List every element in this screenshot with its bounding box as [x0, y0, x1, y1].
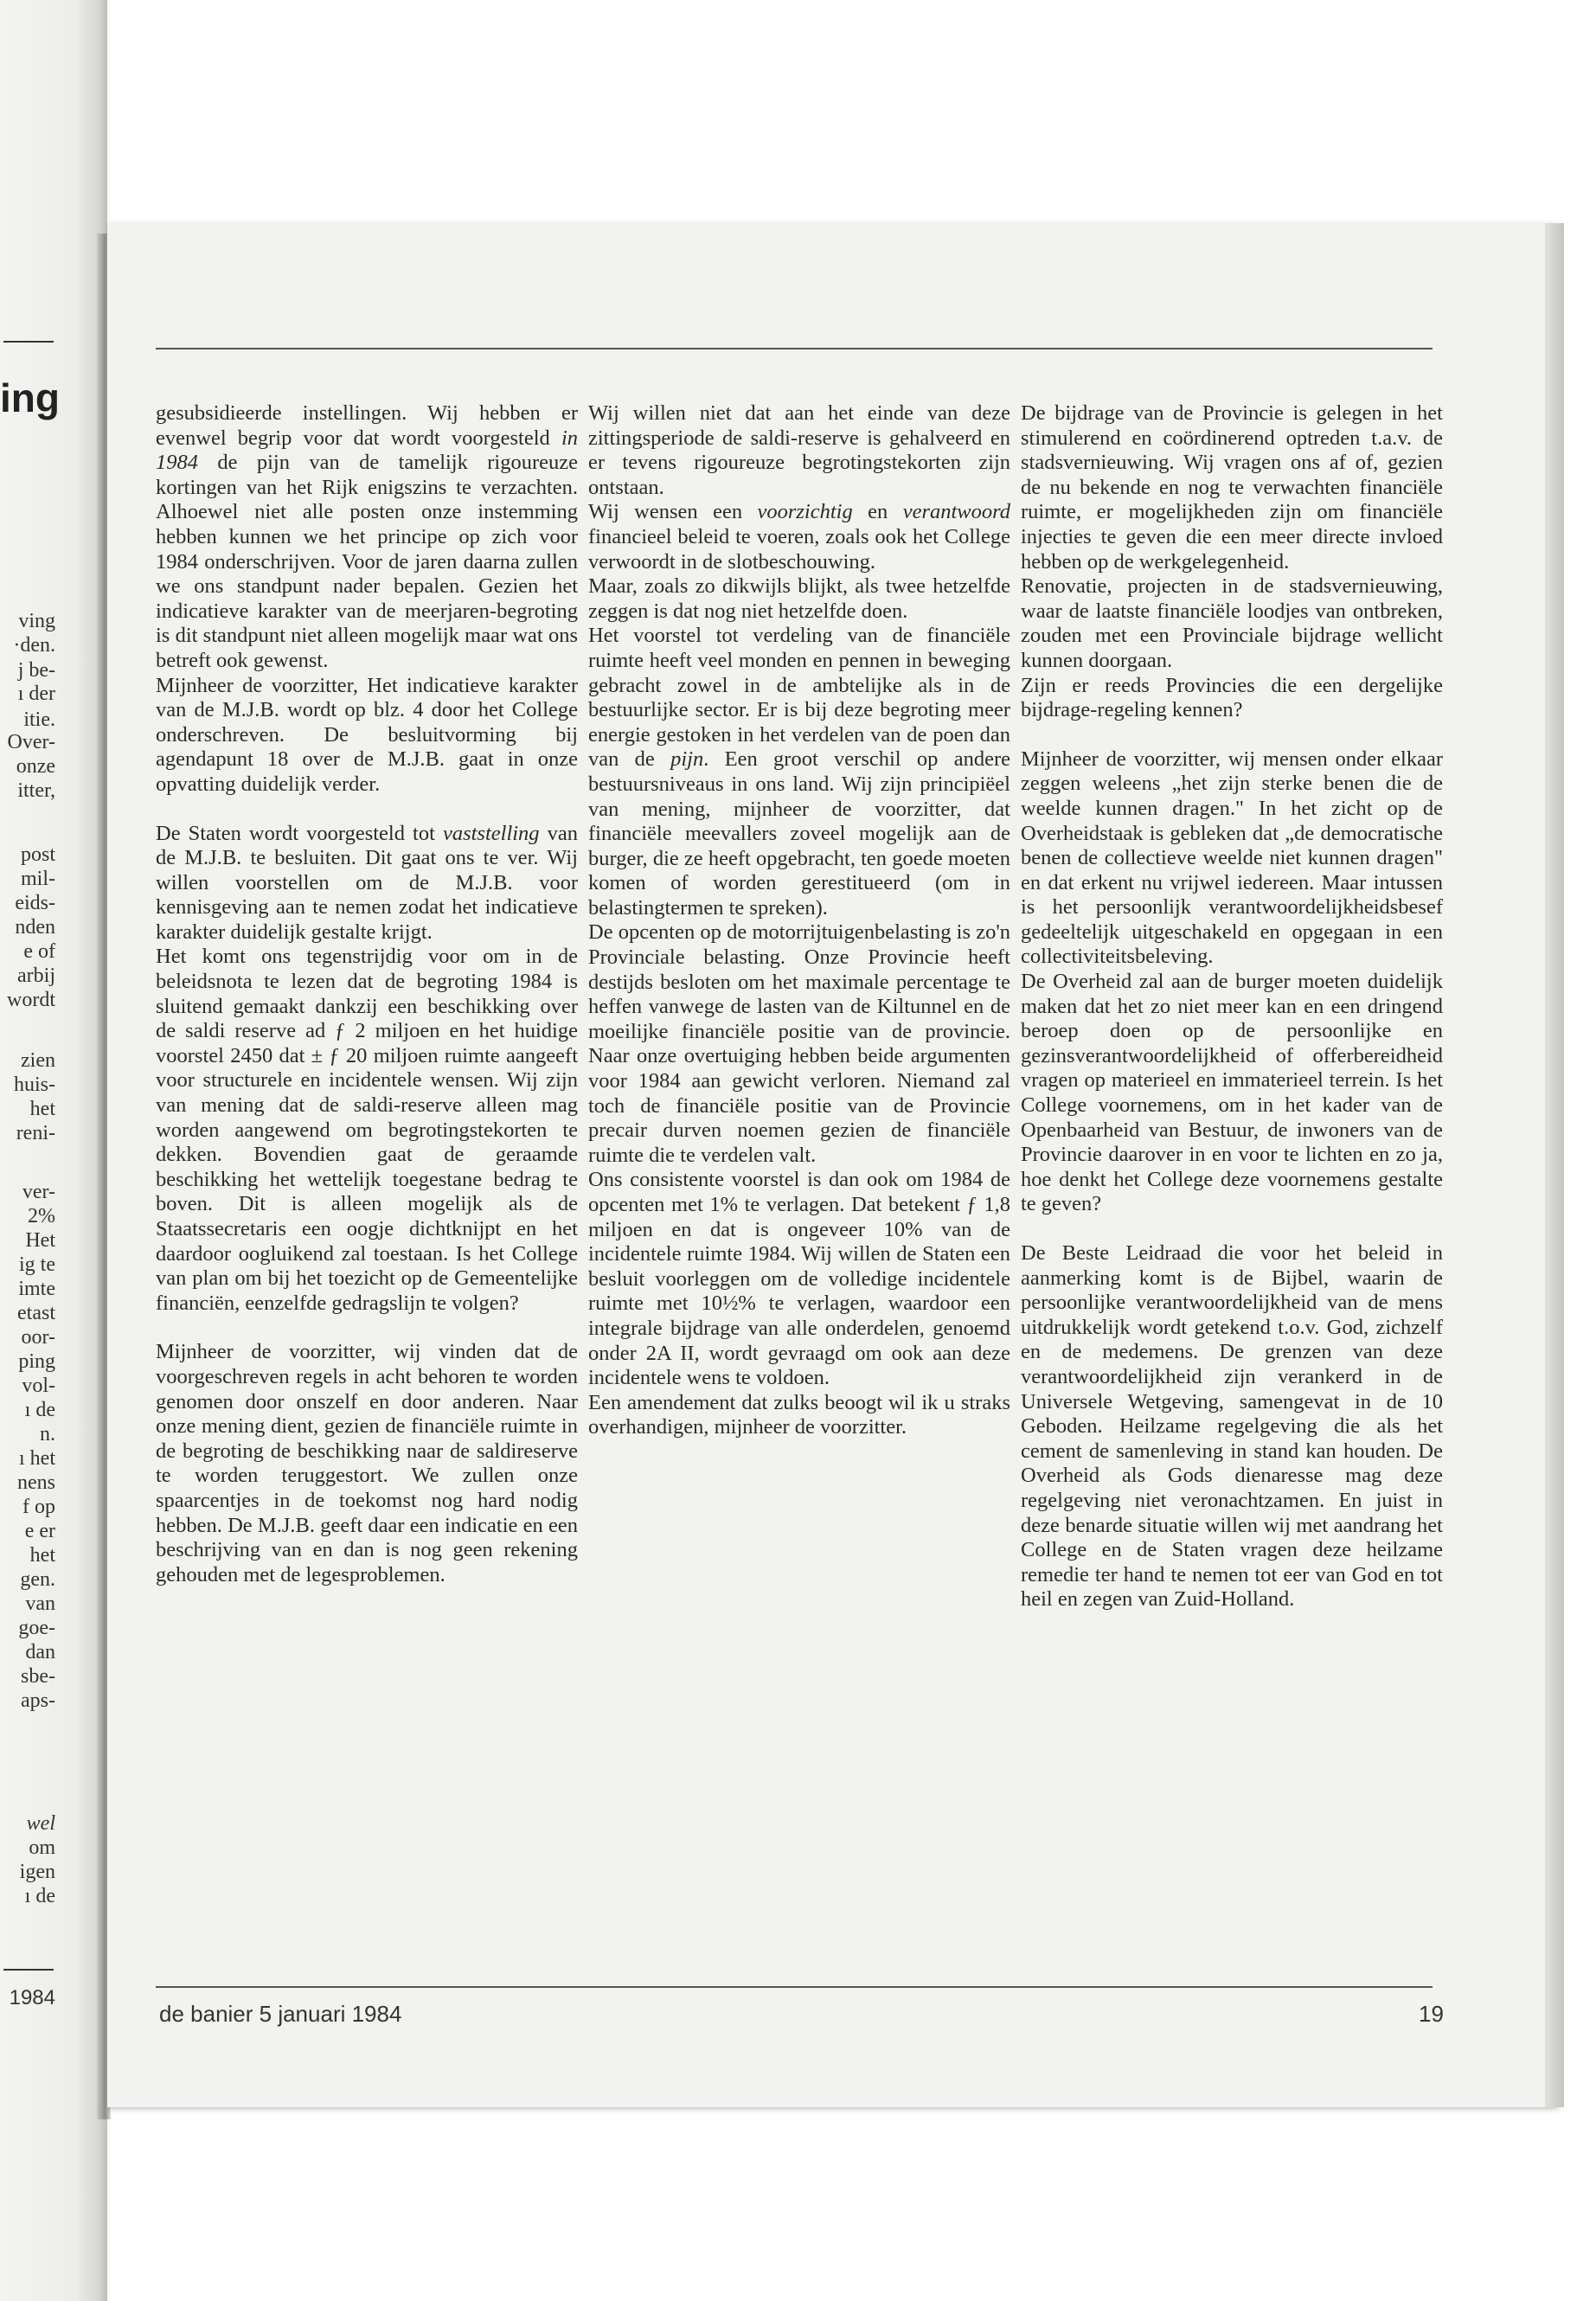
strip-fragment: f op [22, 1496, 55, 1518]
col2-paragraph-1: Wij willen niet dat aan het einde van deze zittingsperiode de saldi-reserve is gehalveerd en er tevens rigoureuze begrotingstekorten zijn ontstaan. [588, 401, 1010, 499]
strip-fragment: huis- [14, 1074, 55, 1096]
strip-top-rule [3, 341, 54, 343]
col1-p1-emph: in 1984 [156, 426, 578, 475]
strip-fragment: ı het [19, 1447, 55, 1470]
strip-fragment: mil- [21, 868, 55, 890]
col2-p2-emph-b: verantwoord [902, 500, 1011, 524]
strip-fragment: oor- [21, 1326, 55, 1349]
strip-fragment: j be- [17, 659, 55, 682]
col3-paragraph-1: De bijdrage van de Provincie is gelegen in het stimulerend en coördinerend optreden t.a.v. de stadsvernieuwing. Wij vragen ons af of, gezien de nu bekende en nog te verwachten financiële ruimte, er mogelijkheden zijn om financiële injecties te geven die een meer directe invloed hebben op de werkgelegenheid. [1021, 401, 1443, 574]
strip-heading: ing [0, 375, 60, 420]
col1-p1-text: gesubsidieerde instellingen. Wij hebben er evenwel begrip voor dat wordt voorgesteld [156, 401, 578, 450]
col2-p2-emph: voorzichtig [757, 500, 853, 524]
strip-fragment: Over- [7, 731, 55, 753]
col1-paragraph-3 [156, 822, 578, 945]
strip-fragment: ı de [24, 1399, 55, 1421]
col2-paragraph-5: De opcenten op de motorrijtuigenbelasting is zo'n Provinciale belasting. Onze Provincie heeft destijds besloten om het maximale percentage te heffen vanwege de lasten van de Kiltunnel en de moeilijke financiële positie van de provincie. Naar onze overtuiging hebben beide argumenten voor 1984 aan gewicht verloren. Niemand zal toch de financiële positie van de Provincie precair durven noemen gezien de financiële ruimte die te verdelen valt. [588, 920, 1010, 1167]
strip-fragment: eids- [15, 892, 55, 914]
strip-fragment: wel [26, 1812, 55, 1835]
strip-fragment: ving [18, 610, 55, 632]
strip-fragment: arbij [17, 965, 55, 987]
column-3 [1021, 401, 1443, 1612]
col2-p4-text: Het voorstel tot verdeling van de financiële ruimte heeft veel monden en pennen in beweging gebracht zowel in de ambtelijke als in de bestuurlijke sector. Er is bij deze begroting meer energie gestoken in het verdelen van de poen dan van de [588, 624, 1010, 772]
strip-fragment: e er [24, 1520, 55, 1542]
col1-paragraph-4: Het komt ons tegenstrijdig voor om in de beleidsnota te lezen dat de begroting 1984 is sluitend gemaakt dankzij een beschikking over de saldi reserve ad ƒ 2 miljoen en het huidige voorstel 2450 dat ± ƒ 20 miljoen ruimte aangeeft voor structurele en incidentele wensen. Wij zijn van mening dat de saldi-reserve alleen mag worden aangewend om begrotingstekorten te dekken. Bovendien gaat de geraamde beschikking het wettelijk toegestane bedrag te boven. Dit is alleen mogelijk als de Staatssecretaris een oogje dichtknijpt en het daardoor oogluikend zal toestaan. Is het College van plan om bij het toezicht op de Gemeentelijke financiën, eenzelfde gedragslijn te volgen? [156, 945, 578, 1315]
col1-p3-emph: vaststelling [442, 821, 540, 845]
strip-fragment: zien [21, 1049, 55, 1072]
strip-fragment: igen [19, 1861, 55, 1883]
strip-fragment: van [25, 1593, 55, 1615]
strip-fragment: om [29, 1836, 55, 1859]
col2-p2-text-c: financieel beleid te voeren, zoals ook het College verwoordt in de slotbeschouwing. [588, 524, 1010, 574]
col3-paragraph-2: Renovatie, projecten in de stadsvernieuwing, waar de laatste financiële loodjes van ontbreken, zouden met een Provinciale bijdrage wellicht kunnen doorgaan. [1021, 574, 1443, 672]
strip-bottom-rule [3, 1969, 54, 1971]
strip-fragment: sbe- [21, 1665, 55, 1688]
col2-paragraph-2 [588, 500, 1010, 574]
adjacent-page-fragment [0, 329, 87, 2024]
strip-fragment: nden [15, 916, 55, 939]
strip-fragment: ·den. [13, 634, 55, 657]
column-2 [588, 401, 1010, 1440]
strip-fragment: goe- [18, 1617, 55, 1639]
col2-paragraph-4 [588, 624, 1010, 920]
col3-paragraph-3: Zijn er reeds Provincies die een dergelijke bijdrage-regeling kennen? [1021, 673, 1443, 722]
page-number: 19 [1419, 2001, 1444, 2027]
strip-fragment: ı der [17, 683, 55, 705]
strip-fragment: dan [25, 1641, 55, 1663]
strip-fragment: imte [18, 1278, 55, 1300]
strip-fragment: vol- [22, 1375, 55, 1397]
strip-fragment: ı de [24, 1885, 55, 1907]
strip-fragment: e of [23, 940, 55, 963]
strip-fragment: nens [17, 1471, 55, 1494]
strip-fragment: ig te [19, 1253, 55, 1276]
strip-fragment: itie. [23, 708, 55, 731]
strip-fragment: aps- [21, 1689, 55, 1712]
strip-fragment: 2% [28, 1205, 55, 1227]
column-1 [156, 401, 578, 1587]
header-rule [156, 348, 1433, 349]
col2-p2-text: Wij wensen een [588, 500, 758, 524]
strip-fragment: het [29, 1544, 55, 1567]
strip-fragment: reni- [16, 1122, 55, 1144]
col3-paragraph-6: De Beste Leidraad die voor het beleid in aanmerking komt is de Bijbel, waarin de persoonlijke verantwoordelijkheid van de mens uitdrukkelijk wordt getekend t.o.v. God, zichzelf en de medemens. De grenzen van deze verantwoordelijkheid zijn verankerd in de Universele Wetgeving, samengevat in de 10 Geboden. Heilzame regelgeving die als het cement de samenleving in stand kan houden. De Overheid als Gods dienaresse mag deze regelgeving niet veronachtzamen. En juist in deze benarde situatie willen wij met aandrang het College en de Staten vragen deze heilzame remedie ter hand te nemen tot eer van God en tot heil en zegen van Zuid-Holland. [1021, 1241, 1443, 1612]
col2-p4-text-b: . Een groot verschil op andere bestuursniveaus in ons land. Wij zijn principiëel van mening, mijnheer de voorzitter, dat financiële meevallers zoveel mogelijk aan de burger, die ze heeft opgebracht, ten goede moeten komen of worden gerestitueerd (om in belastingtermen te spreken). [588, 747, 1010, 920]
col3-paragraph-5: De Overheid zal aan de burger moeten duidelijk maken dat het zo niet meer kan en een dringend beroep doen op de persoonlijke en gezinsverantwoordelijkheid of offerbereidheid vragen op materieel en immaterieel terrein. Is het College voornemens, om in het kader van de Openbaarheid van Bestuur, de inwoners van de Provincie daarover in en voor te lichten en zo ja, hoe denkt het College deze voornemens gestalte te geven? [1021, 970, 1443, 1216]
col2-p4-emph: pijn [670, 747, 704, 772]
col2-paragraph-3: Maar, zoals zo dikwijls blijkt, als twee hetzelfde zeggen is dat nog niet hetzelfde doen. [588, 574, 1010, 623]
page-edge [1545, 223, 1564, 2107]
strip-fragment: n. [40, 1423, 55, 1445]
strip-fragment: Het [25, 1229, 55, 1252]
strip-fragment: post [20, 843, 55, 866]
strip-fragment: gen. [20, 1568, 55, 1591]
col1-p3-text: De Staten wordt voorgesteld tot [156, 821, 443, 845]
col2-paragraph-7: Een amendement dat zulks beoogt wil ik u straks overhandigen, mijnheer de voorzitter. [588, 1390, 1010, 1439]
strip-fragment: het [29, 1098, 55, 1120]
col2-paragraph-6: Ons consistente voorstel is dan ook om 1984 de opcenten met 1% te verlagen. Dat betekent ƒ 1,8 miljoen en dat is ongeveer 10% van de incidentele ruimte 1984. Wij willen de Staten een besluit voorleggen om de volledige incidentele ruimte met 10½% te verlagen, waardoor een integrale bijdrage van alle onderdelen, genoemd onder 2A II, wordt gevraagd om ook aan deze incidentele wens te voldoen. [588, 1168, 1010, 1390]
strip-fragment: wordt [7, 989, 55, 1011]
col1-paragraph-5: Mijnheer de voorzitter, wij vinden dat de voorgeschreven regels in acht behoren te worden genomen door onszelf en door anderen. Naar onze mening dient, gezien de financiële ruimte in de begroting de beschikking naar de saldireserve te worden teruggestort. We zullen onze spaarcentjes in de toekomst nog hard nodig hebben. De M.J.B. geeft daar een indicatie en een beschrijving van en dan is nog geen rekening gehouden met de legesproblemen. [156, 1340, 578, 1586]
strip-fragment: onze [16, 755, 55, 778]
footer-rule [156, 1986, 1433, 1988]
strip-footer: 1984 [9, 1986, 55, 2009]
col3-paragraph-4: Mijnheer de voorzitter, wij mensen onder elkaar zeggen weleens „het zijn sterke benen die de weelde kunnen dragen." In het zicht op de Overheidstaak is gebleken dat „de democratische benen de collectieve weelde niet kunnen dragen" en dat erkent nu vrijwel iedereen. Maar intussen is het persoonlijk verantwoordelijkheidsbesef gedeeltelijk uitgeschakeld en opgegaan in een collectiviteitsbeleving. [1021, 747, 1443, 969]
strip-fragment: etast [17, 1302, 55, 1324]
strip-fragment: ping [18, 1350, 55, 1373]
col1-paragraph-2: Mijnheer de voorzitter, Het indicatieve karakter van de M.J.B. wordt op blz. 4 door het College onderschreven. De besluitvorming bij agendapunt 18 over de M.J.B. gaat in onze opvatting duidelijk verder. [156, 673, 578, 796]
footer-publication: de banier 5 januari 1984 [159, 2001, 402, 2027]
strip-fragment: itter, [17, 779, 55, 802]
col1-paragraph-1 [156, 401, 578, 674]
col1-p1-text-b: de pijn van de tamelijk rigoureuze kortingen van het Rijk enigszins te verzachten. Alhoewel niet alle posten onze instemming hebben kunnen we het principe op zich voor 1984 onderschrijven. Voor de jaren daarna zullen we ons standpunt nader bepalen. Gezien het indicatieve karakter van de meerjaren-begroting is dit standpunt niet alleen mogelijk maar wat ons betreft ook gewenst. [156, 451, 578, 672]
strip-fragment: ver- [22, 1181, 55, 1203]
col1-p3-text-b: van de M.J.B. te besluiten. Dit gaat ons te ver. Wij willen voorstellen om de M.J.B. voor kennisgeving aan te nemen zodat het indicatieve karakter duidelijk gestalte krijgt. [156, 821, 578, 944]
col2-p2-text-b: en [852, 500, 903, 524]
